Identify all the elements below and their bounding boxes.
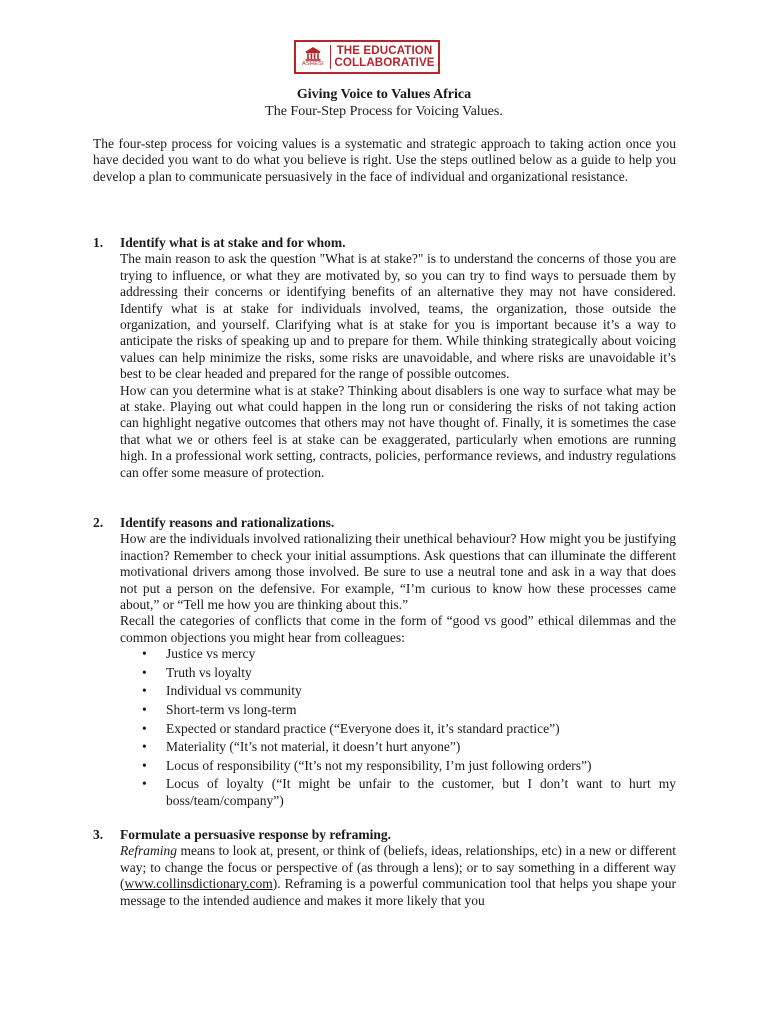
logo-brand-small: ASHESI — [302, 61, 324, 67]
ashesi-emblem — [296, 42, 330, 72]
list-item: • Locus of responsibility (“It’s not my responsibility, I’m just following orders”) — [142, 757, 592, 773]
step-title: Identify what is at stake and for whom. — [120, 235, 346, 250]
list-item: • Short-term vs long-term — [142, 702, 297, 718]
step-title: Identify reasons and rationalizations. — [120, 515, 335, 530]
step-number: 2. — [93, 515, 104, 530]
step-number: 1. — [93, 235, 104, 250]
list-item: • Materiality (“It’s not material, it doesn’t hurt anyone”) — [142, 739, 461, 755]
intro-paragraph: The four-step process for voicing values is a systematic and strategic approach to taking action once you have decided you want to do what you believe is right. Use the steps outlined below as a guide to help you develop a plan to communicate persuasively in the face of individual and organizational resistance. — [93, 136, 676, 184]
step-paragraph: How are the individuals involved rationalizing their unethical behaviour? How might you be justifying inaction? Remember to check your initial assumptions. Ask questions that can illuminate the different motivational drivers among those involved. Be sure to use a neutral tone and ask in a way that does not put a person on the defensive. For example, “I’m curious to know how these processes came about,” or “Tell me how you are thinking about this.” — [120, 531, 676, 613]
step-paragraph: How can you determine what is at stake? Thinking about disablers is one way to surface what may be at stake. Playing out what could happen in the long run or considering the risks of not taking action can highlight negative outcomes that others may not have thought of. Finally, it is sometimes the case that what we or others feel is at stake can be exaggerated, particularly when emotions are running high. In a professional work setting, contracts, policies, performance reviews, and industry regulations can offer some measure of protection. — [120, 382, 676, 480]
list-item: • Individual vs community — [142, 683, 302, 699]
logo-line-2: COLLABORATIVE — [334, 56, 435, 69]
document-title: Giving Voice to Values Africa — [296, 87, 472, 102]
building-icon — [305, 47, 321, 61]
logo-wordmark — [331, 45, 438, 68]
step-title: Formulate a persuasive response by reframing. — [120, 827, 391, 842]
list-item: • Truth vs loyalty — [142, 664, 252, 680]
education-collaborative-logo — [294, 40, 440, 74]
step-number: 3. — [93, 827, 104, 842]
logo-line-1: THE EDUCATION — [336, 44, 433, 58]
step-1 — [93, 235, 676, 481]
step-paragraph: Reframing means to look at, present, or think of (beliefs, ideas, relationships, etc) in a new or different way; to change the focus or perspective of (as through a lens); or to say something in a different way (www.collinsdictionary.com). Reframing is a powerful communication tool that helps you shape your message to the intended audience and makes it more likely that you — [120, 843, 676, 908]
step-3 — [93, 827, 676, 909]
collins-dictionary-link[interactable]: www.collinsdictionary.com — [124, 876, 273, 892]
step-2 — [93, 515, 676, 811]
list-item: • Justice vs mercy — [142, 646, 256, 662]
step-paragraph: The main reason to ask the question "What is at stake?" is to understand the concerns of those you are trying to influence, or what they are motivated by, so you can try to find ways to persuade them by addressing their concerns or identifying benefits of an alternative they may not have considered. Identify what is at stake for individuals involved, teams, the organization, those outside the organization, and yourself. Clarifying what is at stake for you is important because it’s a way to anticipate the risks of speaking up and to prepare for them. While thinking strategically about voicing values can help minimize the risks, some risks are unavoidable, and where risks are unavoidable it’s best to be clear headed and prepared for the range of possible outcomes. — [120, 251, 676, 382]
reframing-term: Reframing — [120, 843, 177, 859]
list-item: • Expected or standard practice (“Everyone does it, it’s standard practice”) — [142, 720, 560, 736]
objection-list — [120, 646, 676, 809]
step-paragraph: Recall the categories of conflicts that come in the form of “good vs good” ethical dilemmas and the common objections you might hear from colleagues: — [120, 613, 676, 645]
document-subtitle: The Four-Step Process for Voicing Values. — [265, 104, 503, 119]
list-item: • Locus of loyalty (“It might be unfair to the customer, but I don’t want to hurt my boss/team/company”) — [142, 776, 676, 808]
